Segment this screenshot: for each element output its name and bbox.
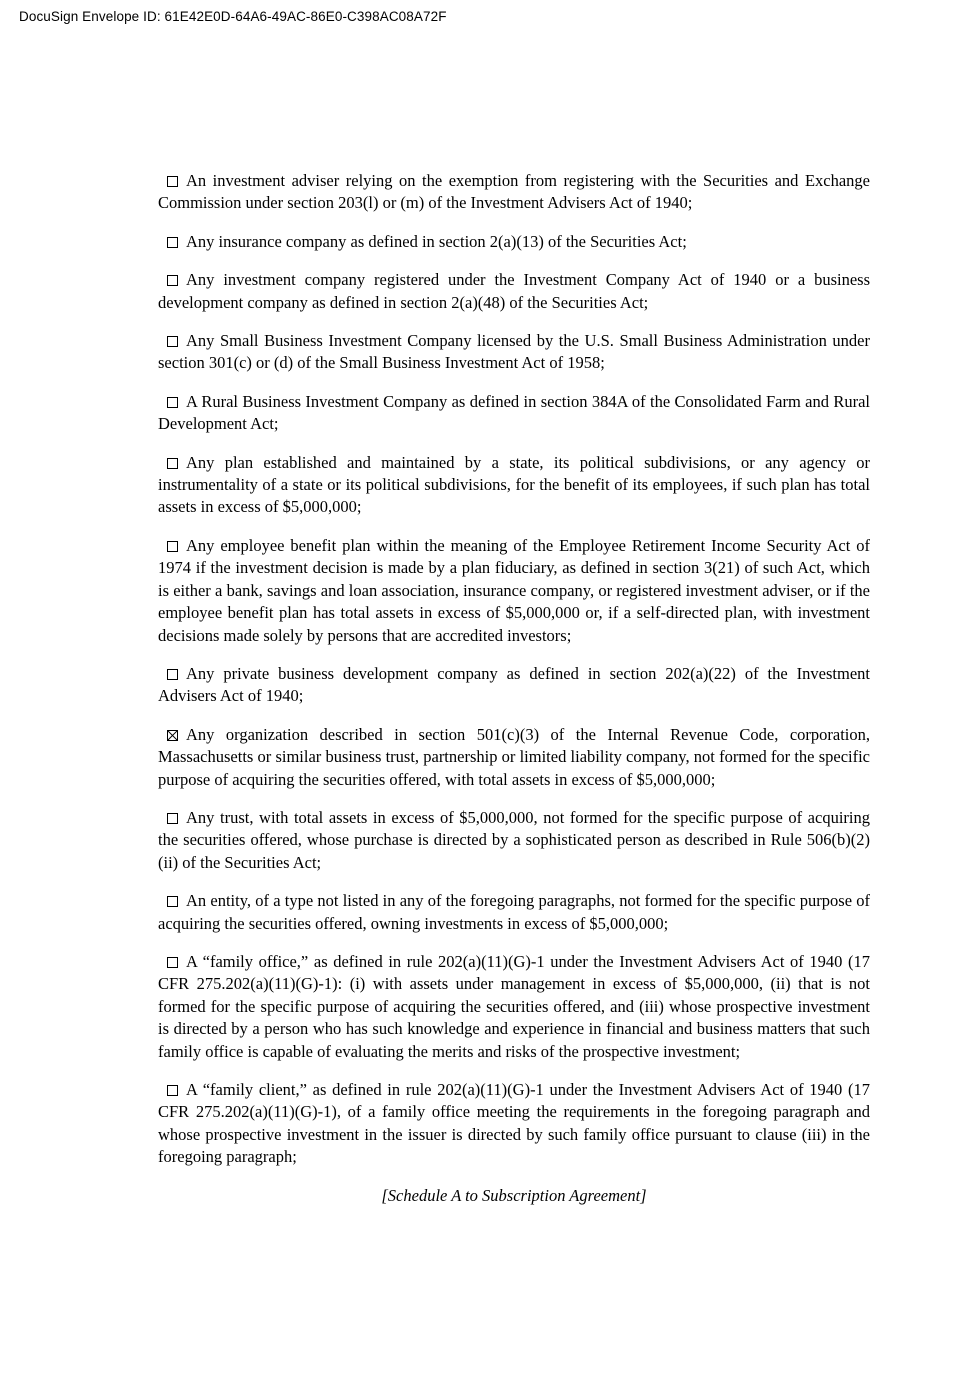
checkbox-paragraph [158, 269, 870, 314]
checkbox-unchecked-icon[interactable] [167, 541, 178, 552]
paragraph-text: Any insurance company as defined in section 2(a)(13) of the Securities Act; [186, 231, 687, 251]
checkbox-unchecked-icon[interactable] [167, 1085, 178, 1096]
paragraph-text: An entity, of a type not listed in any of the foregoing paragraphs, not formed for the specific purpose of acquiring the securities offered, owning investments in excess of $5,000,000; [158, 891, 870, 933]
paragraph-text: Any organization described in section 501(c)(3) of the Internal Revenue Code, corporation, Massachusetts or similar business trust, partnership or limited liability company, not formed for the specific purpose of acquiring the securities offered, with total assets in excess of $5,000,000; [158, 724, 870, 789]
checkbox-paragraph [158, 807, 870, 874]
checkbox-unchecked-icon[interactable] [167, 896, 178, 907]
checkbox-unchecked-icon[interactable] [167, 336, 178, 347]
checkbox-paragraph [158, 452, 870, 519]
checkbox-unchecked-icon[interactable] [167, 237, 178, 248]
paragraph-text: Any investment company registered under the Investment Company Act of 1940 or a business development company as defined in section 2(a)(48) of the Securities Act; [158, 270, 870, 312]
paragraph-text: A “family client,” as defined in rule 202(a)(11)(G)-1 under the Investment Advisers Act of 1940 (17 CFR 275.202(a)(11)(G)-1), of a family office meeting the requirements in the foregoing paragraph and whose prospective investment in the issuer is directed by such family office pursuant to clause (iii) in the foregoing paragraph; [158, 1080, 870, 1167]
paragraph-text: Any Small Business Investment Company licensed by the U.S. Small Business Administration under section 301(c) or (d) of the Small Business Investment Act of 1958; [158, 331, 870, 373]
paragraph-text: Any employee benefit plan within the meaning of the Employee Retirement Income Security Act of 1974 if the investment decision is made by a plan fiduciary, as defined in section 3(21) of such Act, which is either a bank, savings and loan association, insurance company, or registered investment adviser, or if the employee benefit plan has total assets in excess of $5,000,000 or, if a self-directed plan, with investment decisions made solely by persons that are accredited investors; [158, 535, 870, 645]
checkbox-paragraph [158, 231, 870, 253]
checkbox-unchecked-icon[interactable] [167, 813, 178, 824]
checkbox-paragraph [158, 535, 870, 647]
checkbox-checked-icon[interactable] [167, 730, 178, 741]
checkbox-unchecked-icon[interactable] [167, 397, 178, 408]
checkbox-unchecked-icon[interactable] [167, 957, 178, 968]
checkbox-unchecked-icon[interactable] [167, 458, 178, 469]
paragraph-text: Any trust, with total assets in excess of $5,000,000, not formed for the specific purpose of acquiring the securities offered, whose purchase is directed by a sophisticated person as described in Rule 506(b)(2)(ii) of the Securities Act; [158, 807, 870, 872]
checkbox-paragraph-list [158, 170, 870, 1169]
checkbox-paragraph [158, 170, 870, 215]
checkbox-unchecked-icon[interactable] [167, 669, 178, 680]
paragraph-text: An investment adviser relying on the exemption from registering with the Securities and Exchange Commission under section 203(l) or (m) of the Investment Advisers Act of 1940; [158, 171, 870, 213]
schedule-footer: [Schedule A to Subscription Agreement] [381, 1185, 647, 1205]
docusign-envelope-id: DocuSign Envelope ID: 61E42E0D-64A6-49AC-86E0-C398AC08A72F [19, 9, 447, 24]
checkbox-paragraph [158, 724, 870, 791]
checkbox-unchecked-icon[interactable] [167, 176, 178, 187]
paragraph-text: A “family office,” as defined in rule 202(a)(11)(G)-1 under the Investment Advisers Act of 1940 (17 CFR 275.202(a)(11)(G)-1): (i) with assets under management in excess of $5,000,000, (ii) that is not formed for the specific purpose of acquiring the securities offered, and (iii) whose prospective investment is directed by a person who has such knowledge and experience in financial and business matters that such family office is capable of evaluating the merits and risks of the prospective investment; [158, 951, 870, 1061]
checkbox-unchecked-icon[interactable] [167, 275, 178, 286]
paragraph-text: Any private business development company as defined in section 202(a)(22) of the Investment Advisers Act of 1940; [158, 663, 870, 706]
checkbox-paragraph [158, 1079, 870, 1169]
checkbox-paragraph [158, 391, 870, 436]
checkbox-paragraph [158, 663, 870, 708]
schedule-a-content [158, 170, 870, 1207]
checkbox-paragraph [158, 951, 870, 1063]
paragraph-text: Any plan established and maintained by a state, its political subdivisions, or any agency or instrumentality of a state or its political subdivisions, for the benefit of its employees, if such plan has total assets in excess of $5,000,000; [158, 452, 870, 517]
paragraph-text: A Rural Business Investment Company as defined in section 384A of the Consolidated Farm and Rural Development Act; [158, 391, 870, 434]
checkbox-paragraph [158, 890, 870, 935]
checkbox-paragraph [158, 330, 870, 375]
